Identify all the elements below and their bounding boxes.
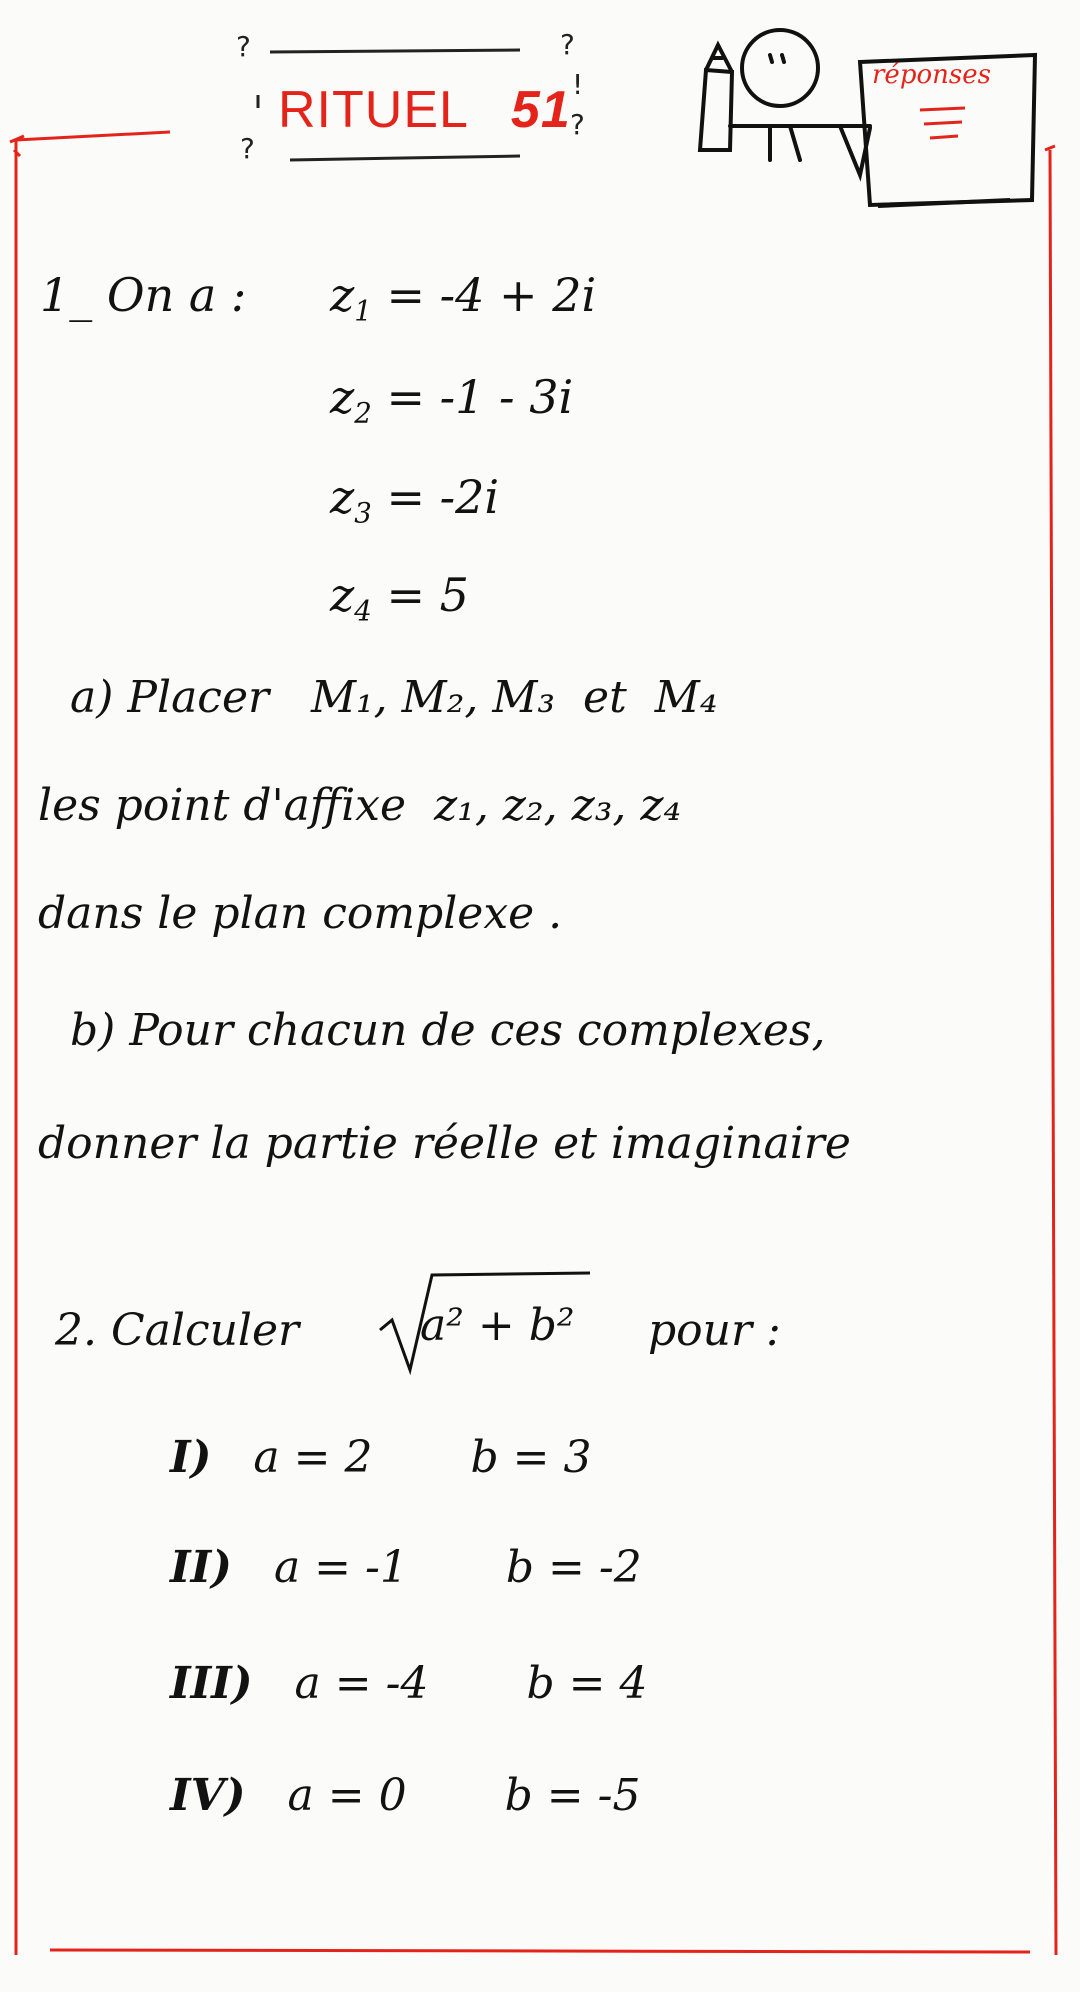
part-a-line2: les point d'affixe z₁, z₂, z₃, z₄ (38, 780, 682, 831)
exercise2-suffix: pour : (648, 1305, 781, 1356)
exercise2-intro: 2. Calculer (55, 1305, 300, 1356)
equation-z2: $z_2 = -1 - 3i$ (330, 370, 574, 430)
title-prefix: RITUEL (278, 81, 469, 139)
question-mark: ? (240, 132, 255, 165)
part-a-line3: dans le plan complexe . (38, 888, 563, 939)
case-1: I) a = 2 b = 3 (170, 1432, 592, 1483)
case-3: III) a = -4 b = 4 (170, 1658, 648, 1709)
title-number: 51 (510, 81, 571, 139)
part-a-line1: a) Placer M₁, M₂, M₃ et M₄ (70, 672, 718, 723)
page-title (278, 80, 571, 140)
case-2: II) a = -1 b = -2 (170, 1542, 642, 1593)
question-mark: ? (236, 30, 251, 63)
equation-z1: $z_1 = -4 + 2i$ (330, 268, 597, 328)
sqrt-expression: a² + b² (420, 1300, 575, 1351)
stick-figure-icon (700, 30, 870, 175)
exclamation-mark: ! (572, 68, 584, 101)
question-mark: ? (560, 28, 575, 61)
case-4: IV) a = 0 b = -5 (170, 1770, 641, 1821)
question-mark: ? (570, 108, 585, 141)
equation-z4: $z_4 = 5$ (330, 568, 469, 628)
part-b-line2: donner la partie réelle et imaginaire (38, 1118, 851, 1169)
exercise1-intro: 1_ On a : (40, 268, 247, 322)
part-b-line1: b) Pour chacun de ces complexes, (70, 1005, 826, 1056)
equation-z3: $z_3 = -2i$ (330, 470, 500, 530)
answers-button[interactable]: réponses (872, 60, 991, 90)
